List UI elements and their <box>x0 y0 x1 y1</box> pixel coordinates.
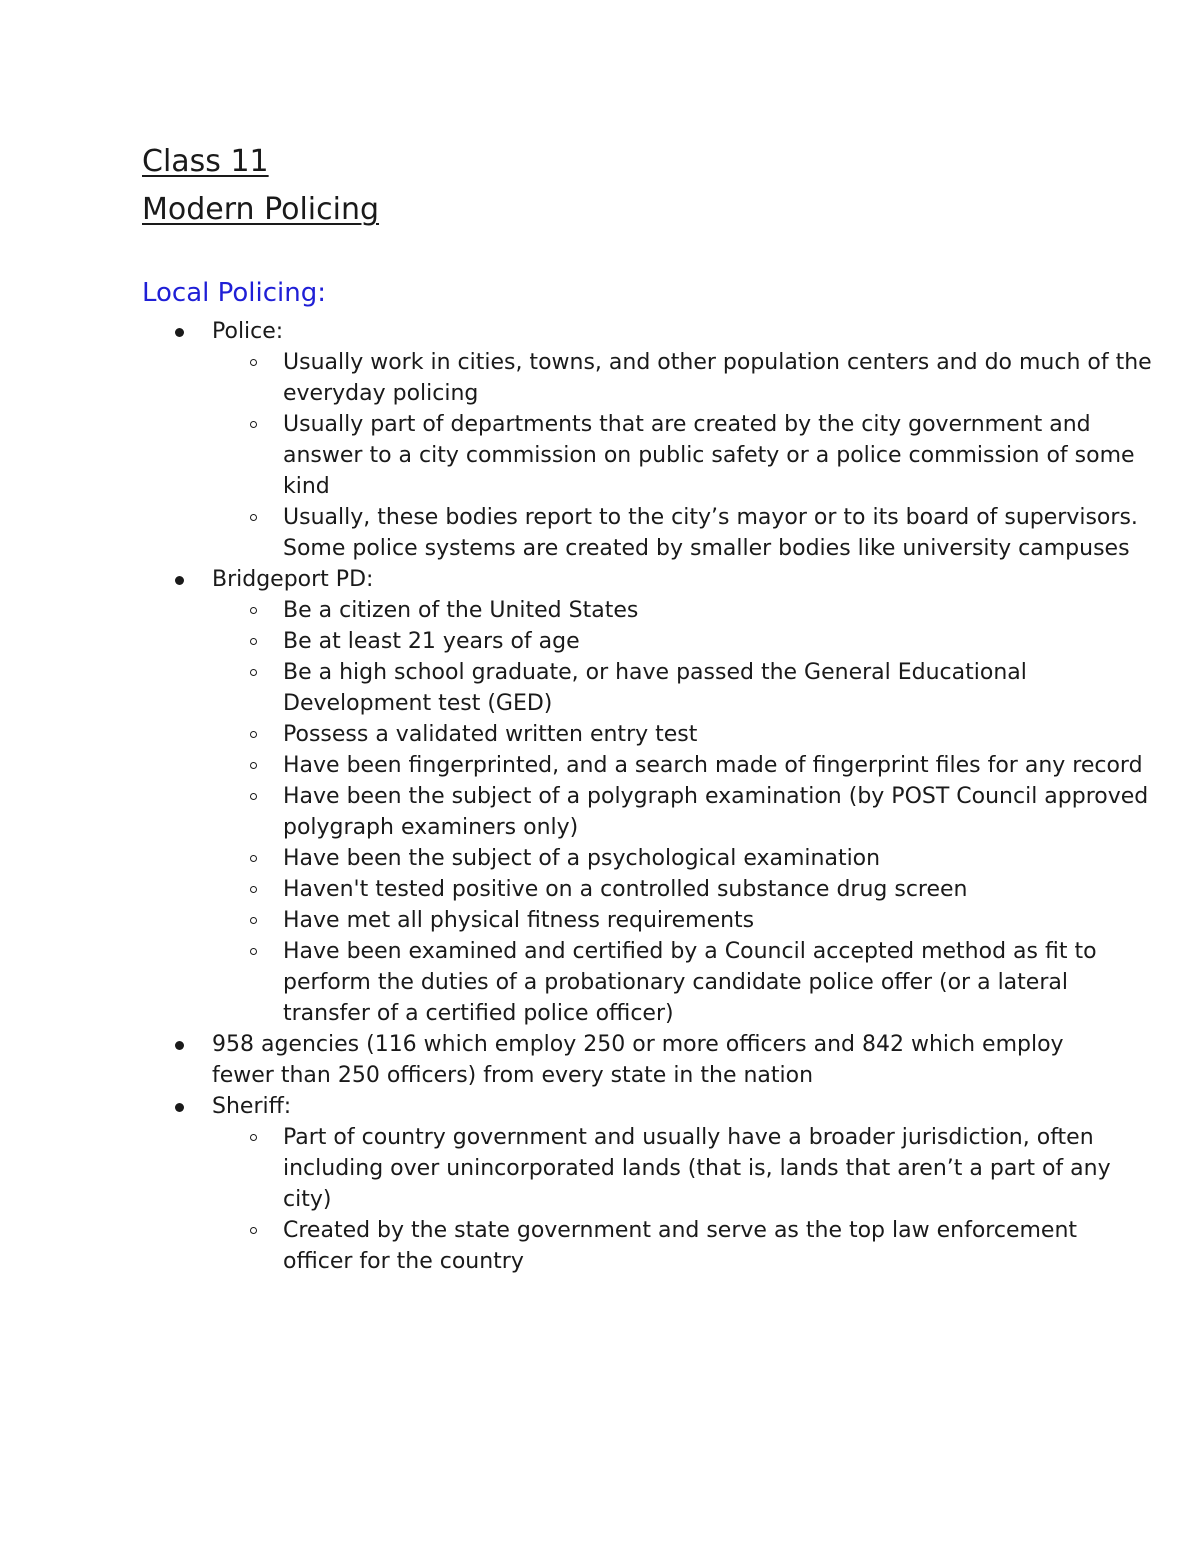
hollow-bullet-icon <box>250 514 257 521</box>
hollow-bullet-icon <box>250 886 257 893</box>
sub-list-item-text: Be at least 21 years of age <box>283 629 580 654</box>
doc-title-topic: Modern Policing <box>142 192 380 227</box>
hollow-bullet-icon <box>250 855 257 862</box>
hollow-bullet-icon <box>250 762 257 769</box>
hollow-bullet-icon <box>250 948 257 955</box>
list-item <box>142 564 1149 1029</box>
sub-list-item-text: Usually, these bodies report to the city’s mayor or to its board of supervisors. Some police systems are created by smaller bodies like university campuses <box>283 505 1138 561</box>
hollow-bullet-icon <box>250 421 257 428</box>
sub-list-item-text: Have been the subject of a polygraph examination (by POST Council approved polygraph examiners only) <box>283 784 1149 840</box>
sub-list-item-text: Possess a validated written entry test <box>283 722 698 747</box>
hollow-bullet-icon <box>250 731 257 738</box>
sub-list-item <box>212 626 1152 657</box>
section-heading: Local Policing: <box>142 278 327 308</box>
sub-list-item-text: Have been the subject of a psychological examination <box>283 846 881 871</box>
sub-list-item <box>212 874 1152 905</box>
list-item <box>142 1029 1082 1091</box>
hollow-bullet-icon <box>250 1227 257 1234</box>
sub-list <box>212 347 1152 564</box>
list-item <box>142 1091 1111 1277</box>
sub-list-item <box>212 843 1152 874</box>
hollow-bullet-icon <box>250 638 257 645</box>
list-item <box>142 316 1152 564</box>
sub-list-item-text: Be a high school graduate, or have passed the General Educational Development test (GED) <box>283 660 1027 716</box>
sub-list-item <box>212 936 1152 1029</box>
sub-list-item <box>212 595 1152 626</box>
list-item-label: 958 agencies (116 which employ 250 or more officers and 842 which employ fewer than 250 officers) from every state in the nation <box>212 1032 1064 1088</box>
sub-list-item-text: Usually part of departments that are created by the city government and answer to a city commission on public safety or a police commission of some kind <box>283 412 1135 499</box>
hollow-bullet-icon <box>250 359 257 366</box>
list-item-label: Police: <box>212 319 284 344</box>
filled-bullet-icon <box>175 328 184 337</box>
list-item-label: Bridgeport PD: <box>212 567 374 592</box>
doc-title-class: Class 11 <box>142 144 269 179</box>
sub-list-item-text: Part of country government and usually have a broader jurisdiction, often including over unincorporated lands (that is, lands that aren’t a part of any city) <box>283 1125 1111 1212</box>
sub-list <box>212 595 1149 1029</box>
sub-list-item-text: Created by the state government and serve as the top law enforcement officer for the country <box>283 1218 1078 1274</box>
hollow-bullet-icon <box>250 917 257 924</box>
hollow-bullet-icon <box>250 793 257 800</box>
sub-list-item <box>212 409 1152 502</box>
sub-list-item <box>212 750 1152 781</box>
filled-bullet-icon <box>175 576 184 585</box>
sub-list-item-text: Have been examined and certified by a Council accepted method as fit to perform the duties of a probationary candidate police offer (or a lateral transfer of a certified police officer) <box>283 939 1097 1026</box>
filled-bullet-icon <box>175 1103 184 1112</box>
hollow-bullet-icon <box>250 669 257 676</box>
bullet-list <box>142 316 1152 1277</box>
document-page <box>142 138 1152 1277</box>
list-item-label: Sheriff: <box>212 1094 292 1119</box>
sub-list-item-text: Usually work in cities, towns, and other population centers and do much of the everyday policing <box>283 350 1152 406</box>
sub-list <box>212 1122 1111 1277</box>
sub-list-item <box>212 502 1152 564</box>
hollow-bullet-icon <box>250 607 257 614</box>
sub-list-item <box>212 657 1152 719</box>
sub-list-item-text: Have been fingerprinted, and a search made of fingerprint files for any record <box>283 753 1143 778</box>
filled-bullet-icon <box>175 1041 184 1050</box>
sub-list-item <box>212 905 1152 936</box>
hollow-bullet-icon <box>250 1134 257 1141</box>
sub-list-item <box>212 781 1152 843</box>
sub-list-item-text: Have met all physical fitness requirements <box>283 908 755 933</box>
sub-list-item <box>212 1215 1152 1277</box>
sub-list-item <box>212 1122 1152 1215</box>
sub-list-item-text: Haven't tested positive on a controlled substance drug screen <box>283 877 968 902</box>
sub-list-item-text: Be a citizen of the United States <box>283 598 639 623</box>
sub-list-item <box>212 347 1152 409</box>
sub-list-item <box>212 719 1152 750</box>
